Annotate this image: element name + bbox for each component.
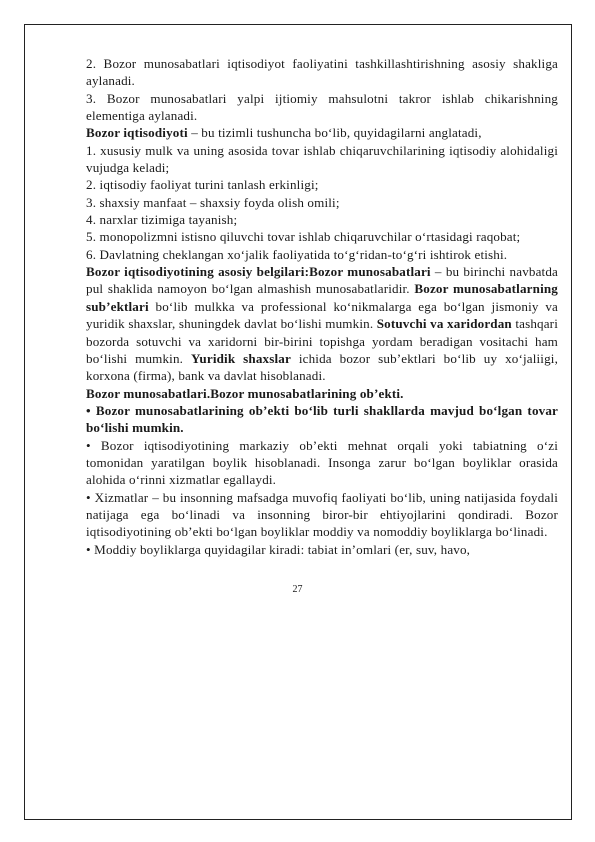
text-run: bo‘lib mulkka va professional ko‘nikmalarga ega bo‘lgan jismoniy va yuridik shaxslar, shuningdek davlat bo‘lishi mumkin.	[86, 298, 558, 332]
text-run: – bu birinchi navbatda pul shaklida namoyon bo‘lgan almashish munosabatlaridir.	[86, 264, 559, 297]
bold-text-run: Bozor munosabatlari.Bozor munosabatlarining ob’ekti.	[86, 385, 404, 401]
text-run: 3. Bozor munosabatlari yalpi ijtiomiy mahsulotni takror ishlab chikarishning elementiga aylanadi.	[86, 90, 558, 124]
paragraph	[86, 194, 558, 211]
bold-text-run: • Bozor munosabatlarining ob’ekti bo‘lib turli shakllarda mavjud bo‘lgan tovar bo‘lishi mumkin.	[86, 402, 558, 436]
paragraph	[86, 246, 558, 263]
bold-text-run: Sotuvchi va xaridordan	[376, 316, 512, 332]
text-run: • Xizmatlar – bu insonning mafsadga muvofiq faoliyati bo‘lib, uning natijasida foydali natijaga ega bo‘linadi va insonning biror-bir ehtiyojlarini qondiradi. Bozor iqtisodiyotining ob’ekti bo‘lgan boyliklar moddiy va nomoddiy boyliklarga bo‘linadi.	[86, 489, 558, 540]
text-run: ichida bozor sub’ektlari bo‘lib uy xo‘jaliigi, korxona (firma), bank va davlat hisoblanadi.	[86, 350, 558, 384]
paragraph	[86, 489, 558, 541]
text-run: 6. Davlatning cheklangan xo‘jalik faoliyatida to‘g‘ridan-to‘g‘ri ishtirok etishi.	[86, 246, 508, 262]
document-body	[86, 55, 558, 558]
paragraph	[86, 176, 558, 193]
paragraph	[86, 124, 558, 141]
bold-text-run: Bozor munosabatlarning sub’ektlari	[86, 281, 558, 314]
bold-text-run: Bozor iqtisodiyoti	[86, 125, 188, 141]
bold-text-run: Bozor iqtisodiyotining asosiy belgilari:Bozor munosabatlari	[86, 264, 431, 280]
text-run: • Moddiy boyliklarga quyidagilar kiradi: tabiat in’omlari (er, suv, havo,	[86, 541, 471, 557]
text-run: tashqari bozorda sotuvchi va xaridorni bir-birini topishga yordam beradigan vositachi ham bo‘lishi mumkin.	[86, 316, 558, 366]
text-run: 5. monopolizmni istisno qiluvchi tovar ishlab chiqaruvchilar o‘rtasidagi raqobat;	[86, 229, 521, 245]
paragraph	[86, 263, 558, 384]
text-run: 2. iqtisodiy faoliyat turini tanlash erkinligi;	[86, 177, 319, 193]
paragraph	[86, 211, 558, 228]
text-run: 4. narxlar tizimiga tayanish;	[86, 212, 238, 228]
paragraph	[86, 142, 558, 177]
text-run: • Bozor iqtisodiyotining markaziy ob’ekti mehnat orqali yoki tabiatning o‘zi tomonidan yaratilgan boylik hisoblanadi. Insonga zarur bo‘lgan boyliklar orasida alohida o‘rinni xizmatlar egallaydi.	[86, 437, 558, 488]
text-run: 2. Bozor munosabatlari iqtisodiyot faoliyatini tashkillashtirishning asosiy shakliga aylanadi.	[86, 56, 558, 89]
paragraph	[86, 437, 558, 489]
paragraph	[86, 541, 558, 558]
text-run: – bu tizimli tushuncha bo‘lib, quyidagilarni anglatadi,	[187, 125, 482, 141]
bold-text-run: Yuridik shaxslar	[191, 350, 291, 366]
paragraph	[86, 385, 558, 402]
text-run: 1. xususiy mulk va uning asosida tovar ishlab chiqaruvchilarining iqtisodiy alohidaligi vujudga keladi;	[86, 142, 558, 176]
paragraph	[86, 90, 558, 125]
paragraph	[86, 55, 558, 90]
paragraph	[86, 228, 558, 245]
page-number: 27	[292, 584, 303, 595]
paragraph	[86, 402, 558, 437]
text-run: 3. shaxsiy manfaat – shaxsiy foyda olish omili;	[86, 194, 340, 210]
